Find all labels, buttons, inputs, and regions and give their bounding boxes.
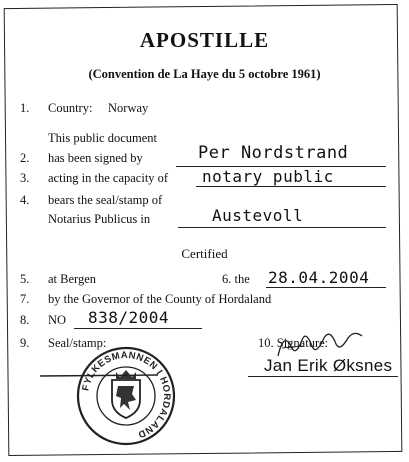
official-stamp <box>76 346 176 446</box>
item-number-7: 7. <box>20 292 30 306</box>
capacity-label: acting in the capacity of <box>48 171 169 185</box>
item-number-5: 5. <box>20 272 30 286</box>
item-number-1: 1. <box>20 101 30 115</box>
certified-heading: Certified <box>181 246 228 261</box>
number-handwriting: 838/2004 <box>88 308 170 327</box>
number-line <box>74 328 202 329</box>
convention-subtitle: (Convention de La Haye du 5 octobre 1961) <box>88 67 321 81</box>
signatory-name: Jan Erik Øksnes <box>264 356 393 375</box>
date-line <box>266 287 386 288</box>
place-handwriting: Austevoll <box>212 206 304 225</box>
notarius-label: Notarius Publicus in <box>48 212 151 226</box>
item-number-8: 8. <box>20 313 30 327</box>
document-title: APOSTILLE <box>139 28 270 52</box>
item-number-9: 9. <box>20 336 30 350</box>
at-bergen-label: at Bergen <box>48 272 97 286</box>
capacity-handwriting: notary public <box>202 167 334 186</box>
pen-stroke <box>40 366 160 386</box>
public-document-label: This public document <box>48 131 158 145</box>
item-number-3: 3. <box>20 171 30 185</box>
stamp-text: FYLKESMANNEN I HORDALAND <box>80 349 173 440</box>
signature-line <box>248 376 398 377</box>
signed-by-label: has been signed by <box>48 151 143 165</box>
item-number-4: 4. <box>20 193 30 207</box>
capacity-line <box>196 186 386 187</box>
seal-stamp-label: Seal/stamp: <box>48 336 107 350</box>
country-value: Norway <box>108 101 149 115</box>
signature-label: 10. Signature: <box>258 336 329 350</box>
item-number-2: 2. <box>20 151 30 165</box>
date-label: 6. the <box>222 272 250 286</box>
country-label: Country: <box>48 101 93 115</box>
governor-label: by the Governor of the County of Hordaland <box>48 292 272 306</box>
notarius-line <box>178 227 386 228</box>
seal-label: bears the seal/stamp of <box>48 193 163 207</box>
signer-handwriting: Per Nordstrand <box>198 143 349 163</box>
date-handwriting: 28.04.2004 <box>268 268 370 287</box>
number-label: NO <box>48 313 67 327</box>
